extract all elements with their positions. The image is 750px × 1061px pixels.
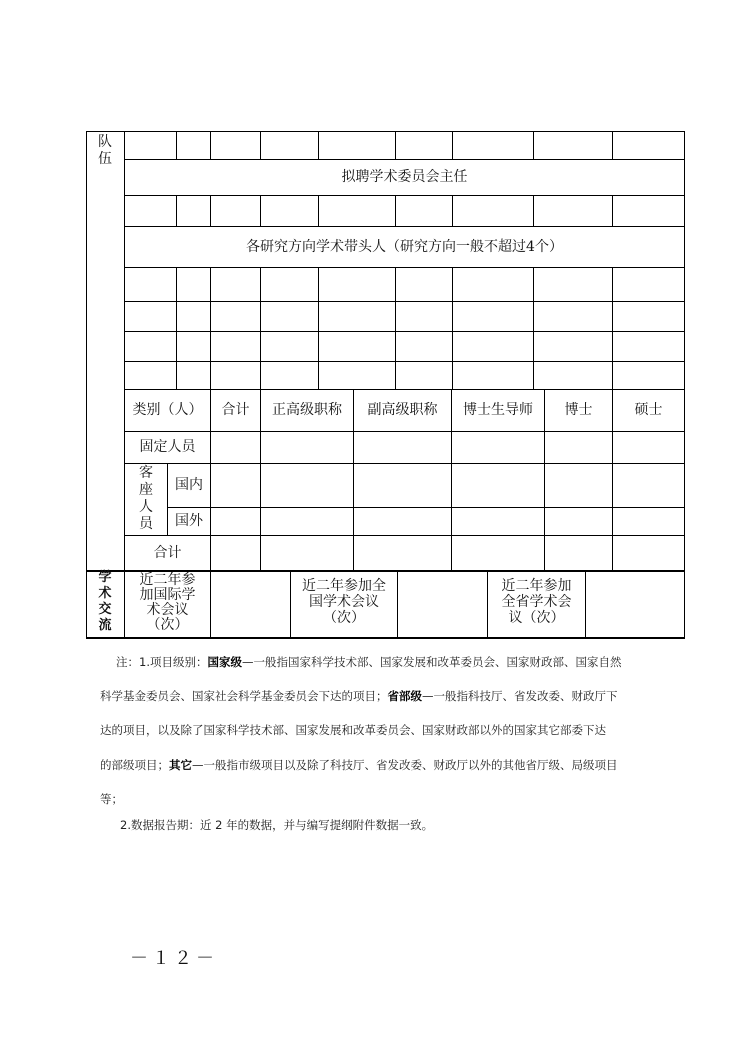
domestic-label: 国内 bbox=[175, 477, 203, 493]
header-senior-title: 正高级职称 bbox=[272, 402, 342, 418]
grid-line bbox=[260, 267, 261, 389]
guest-side-char: 员 bbox=[139, 516, 153, 532]
grid-line bbox=[395, 131, 396, 159]
grid-line bbox=[124, 131, 125, 571]
grid-line bbox=[395, 195, 396, 226]
national-conference-label bbox=[291, 578, 397, 626]
grid-line bbox=[533, 267, 534, 389]
grid-line bbox=[124, 301, 685, 302]
label-line: 术会议 bbox=[146, 602, 189, 618]
note-line-4 bbox=[100, 748, 660, 782]
grid-line bbox=[612, 131, 613, 159]
grid-line bbox=[176, 131, 177, 159]
label-line: （次） bbox=[146, 617, 189, 633]
guest-side-char: 客 bbox=[139, 465, 153, 481]
grid-line bbox=[124, 361, 685, 362]
label-line: 议（次） bbox=[508, 610, 565, 626]
table-border-bottom bbox=[86, 637, 685, 639]
note-text: —一般指国家科学技术部、国家发展和改革委员会、国家财政部、国家自然 bbox=[241, 655, 622, 669]
grid-line bbox=[612, 195, 613, 226]
grid-line bbox=[124, 195, 685, 196]
note-text: —一般指科技厅、省发改委、财政厅下 bbox=[422, 689, 618, 703]
team-side-char: 队 bbox=[98, 134, 112, 150]
grid-line bbox=[124, 267, 685, 268]
exchange-side-char: 流 bbox=[98, 618, 112, 633]
exchange-side-char: 交 bbox=[98, 602, 112, 617]
exchange-side-label bbox=[96, 570, 114, 634]
table-border-right bbox=[684, 131, 685, 638]
header-phd: 博士 bbox=[564, 402, 593, 418]
note-line-1 bbox=[116, 645, 676, 679]
grid-line bbox=[210, 195, 211, 226]
label-line: 全省学术会 bbox=[501, 594, 572, 610]
grid-line bbox=[318, 267, 319, 389]
header-master: 硕士 bbox=[634, 402, 663, 418]
grid-line bbox=[395, 267, 396, 389]
guest-side-char: 座 bbox=[139, 482, 153, 498]
provincial-conference-label bbox=[488, 578, 585, 626]
header-associate-title: 副高级职称 bbox=[367, 402, 438, 418]
note-line-6 bbox=[120, 808, 680, 842]
note-text: 等； bbox=[100, 792, 123, 806]
exchange-side-char: 学 bbox=[98, 570, 112, 585]
label-line: 加国际学 bbox=[139, 587, 196, 603]
note-term-provincial: 省部级 bbox=[387, 689, 422, 703]
grid-line bbox=[585, 571, 586, 638]
header-total: 合计 bbox=[221, 402, 250, 418]
grid-line bbox=[533, 195, 534, 226]
fixed-staff-label: 固定人员 bbox=[139, 439, 196, 455]
note-text: —一般指市级项目以及除了科技厅、省发改委、财政厅以外的其他省厅级、局级项目 bbox=[192, 758, 618, 772]
label-line: 近二年参 bbox=[139, 572, 196, 588]
grid-line bbox=[452, 131, 453, 159]
grid-line bbox=[318, 195, 319, 226]
leaders-row-label: 各研究方向学术带头人（研究方向一般不超过4个） bbox=[246, 238, 563, 255]
intl-conference-label bbox=[125, 573, 210, 633]
page-number: －１２－ bbox=[130, 948, 218, 969]
note-text: 达的项目，以及除了国家科学技术部、国家发展和改革委员会、国家财政部以外的国家其它部委下达 bbox=[100, 723, 606, 737]
grid-line bbox=[167, 507, 685, 508]
label-line: 近二年参加全 bbox=[302, 578, 386, 594]
note-line-3 bbox=[100, 713, 660, 747]
note-text: 2.数据报告期：近 2 年的数据，并与编写提纲附件数据一致。 bbox=[120, 818, 434, 832]
grid-line bbox=[452, 195, 453, 226]
note-term-national: 国家级 bbox=[207, 655, 242, 669]
note-text: 的部级项目； bbox=[100, 758, 169, 772]
director-row-label: 拟聘学术委员会主任 bbox=[341, 169, 468, 185]
note-line-2 bbox=[100, 679, 660, 713]
team-side-char: 伍 bbox=[98, 151, 112, 167]
note-text: 科学基金委员会、国家社会科学基金委员会下达的项目； bbox=[100, 689, 388, 703]
grid-line bbox=[260, 195, 261, 226]
grid-line bbox=[210, 267, 211, 389]
exchange-side-char: 术 bbox=[98, 586, 112, 601]
grid-line bbox=[612, 267, 613, 389]
guest-staff-label bbox=[137, 465, 155, 533]
note-term-other: 其它 bbox=[169, 758, 192, 772]
grid-line bbox=[533, 131, 534, 159]
grid-line bbox=[397, 571, 398, 638]
grid-line bbox=[210, 131, 211, 159]
guest-side-char: 人 bbox=[139, 499, 153, 515]
grid-line bbox=[124, 331, 685, 332]
note-text: 注：1.项目级别： bbox=[116, 655, 208, 669]
header-phd-supervisor: 博士生导师 bbox=[463, 402, 533, 418]
grid-line bbox=[318, 131, 319, 159]
team-side-label bbox=[96, 134, 114, 168]
label-line: 国学术会议 bbox=[309, 594, 379, 610]
grid-line bbox=[452, 267, 453, 389]
label-line: 近二年参加 bbox=[501, 578, 572, 594]
label-line: （次） bbox=[323, 610, 365, 626]
total-row-label: 合计 bbox=[153, 544, 182, 561]
table-border-left bbox=[86, 131, 87, 638]
grid-line bbox=[260, 131, 261, 159]
grid-line bbox=[176, 267, 177, 389]
header-category: 类别（人） bbox=[132, 402, 203, 418]
grid-line bbox=[176, 195, 177, 226]
foreign-label: 国外 bbox=[175, 513, 203, 529]
grid-line bbox=[210, 571, 211, 638]
